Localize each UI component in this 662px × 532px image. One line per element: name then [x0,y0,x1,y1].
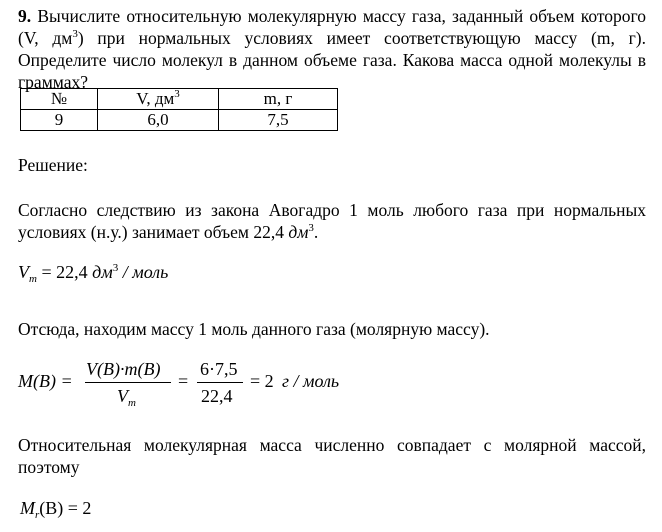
data-table [20,88,338,131]
table-header-cell: m, г [219,89,338,110]
paragraph-molar-mass: Отсюда, находим массу 1 моль данного газа (молярную массу). [18,319,490,339]
table-header-cell: V, $дм^3$ [98,89,219,110]
problem-number: 9. [18,6,32,26]
paragraph-avogadro: Согласно следствию из закона Авогадро 1 моль любого газа при нормальных условиях (н.у.) занимает объем 22,4 $дм^3$. [18,200,646,242]
paragraph-relative-mass: Относительная молекулярная масса численно совпадает с молярной массой, поэтому [18,435,646,477]
table-header-row [21,89,338,110]
solution-label: Решение: [18,155,88,175]
problem-text-rest: ) при нормальных условиях имеет соответствующую массу (m, г). Определите число молекул в данном объеме газа. Какова масса одной молекулы в граммах? [18,28,646,92]
formula-relative-mass: $M_r(B) = 2$ [20,498,92,521]
problem-statement: 9. Вычислите относительную молекулярную массу газа, заданный объем которого (V, $дм^3$) при нормальных условиях имеет соответствующую массу (m, г). Определите число молекул в данном объеме газа. Какова масса одной молекулы в граммах? [18,6,647,92]
table-cell: 6,0 [98,110,219,131]
table-row [21,110,338,131]
formula-molar-volume: $V_m = 22,4$ $дм^3$ / моль [18,262,169,285]
problem-text: Вычислите относительную молекулярную массу газа, заданный объем которого (V, дм [18,6,647,48]
table-cell: 7,5 [219,110,338,131]
table-cell: 9 [21,110,98,131]
table-header-cell: № [21,89,98,110]
